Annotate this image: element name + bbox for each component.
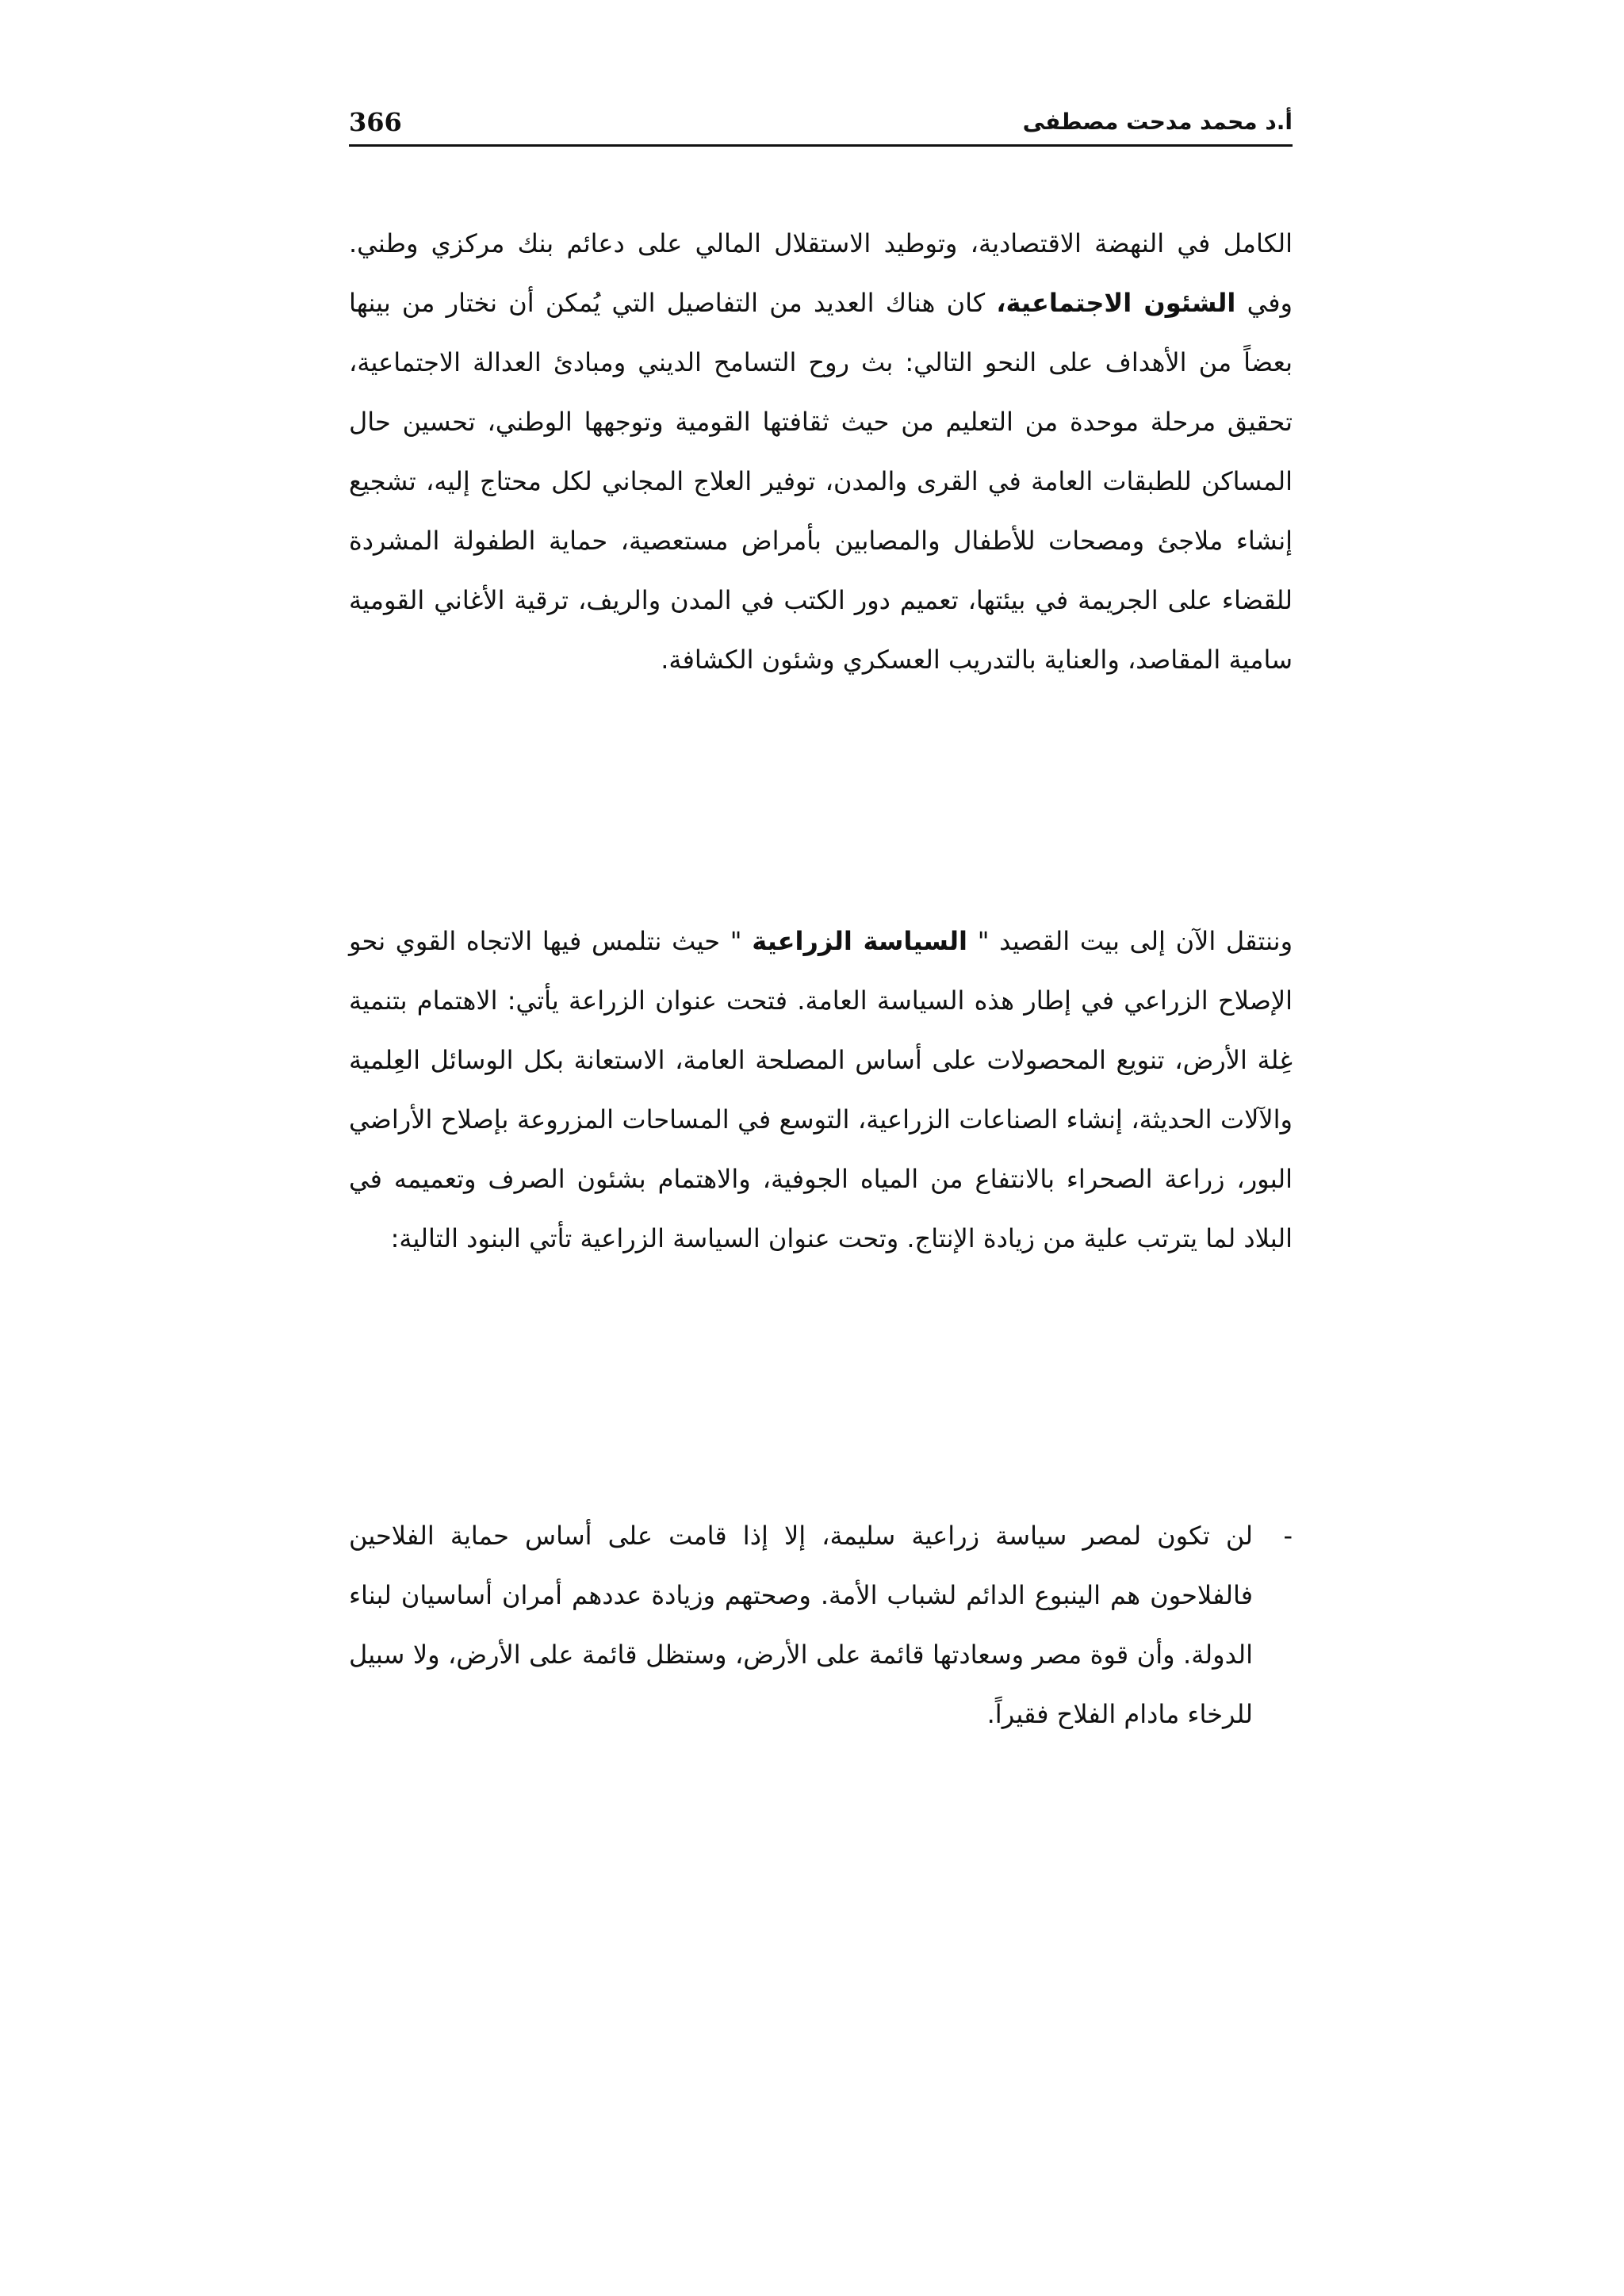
paragraph1-text-start: الكامل في النهضة الاقتصادية، وتوطيد الاستقلال المالي على دعائم بنك مركزي وطني. وفي [349, 228, 1293, 318]
running-head-author: أ.د محمد مدحت مصطفى [1022, 109, 1293, 135]
paragraph2-text-end: " حيث نتلمس فيها الاتجاه القوي نحو الإصلاح الزراعي في إطار هذه السياسة العامة. فتحت عنوان الزراعة يأتي: الاهتمام بتنمية غِلة الأرض، تنويع المحصولات على أساس المصلحة العامة، الاستعانة بكل الوسائل العِلمية والآلات الحديثة، إنشاء الصناعات الزراعية، التوسع في المساحات المزروعة بإصلاح الأراضي البور، زراعة الصحراء بالانتفاع من المياه الجوفية، والاهتمام بشئون الصرف وتعميمه في البلاد لما يترتب علية من زيادة الإنتاج. وتحت عنوان السياسة الزراعية تأتي البنود التالية: [349, 926, 1293, 1253]
bullet-item [349, 1506, 1293, 1744]
paragraph2-text-start: وننتقل الآن إلى بيت القصيد " [967, 926, 1293, 956]
page-number: 366 [349, 107, 402, 137]
bullet-text: لن تكون لمصر سياسة زراعية سليمة، إلا إذا قامت على أساس حماية الفلاحين فالفلاحون هم الينبوع الدائم لشباب الأمة. وصحتهم وزيادة عددهم أمران أساسيان لبناء الدولة. وأن قوة مصر وسعادتها قائمة على الأرض، وستظل قائمة على الأرض، ولا سبيل للرخاء مادام الفلاح فقيراً. [349, 1521, 1253, 1729]
paragraph1-text-end: كان هناك العديد من التفاصيل التي يُمكن أن نختار من بينها بعضاً من الأهداف على النحو التالي: بث روح التسامح الديني ومبادئ العدالة الاجتماعية، تحقيق مرحلة موحدة من التعليم من حيث ثقافتها القومية وتوجهها الوطني، تحسين حال المساكن للطبقات العامة في القرى والمدن، توفير العلاج المجاني لكل محتاج إليه، تشجيع إنشاء ملاجئ ومصحات للأطفال والمصابين بأمراض مستعصية، حماية الطفولة المشردة للقضاء على الجريمة في بيئتها، تعميم دور الكتب في المدن والريف، ترقية الأغاني القومية سامية المقاصد، والعناية بالتدريب العسكري وشئون الكشافة. [349, 288, 1293, 675]
page-header [349, 105, 1293, 140]
paragraph-agricultural-policy [349, 912, 1293, 1269]
bullet-marker: - [1283, 1521, 1293, 1551]
paragraph2-bold-term: السياسة الزراعية [752, 926, 967, 956]
header-rule [349, 144, 1293, 147]
paragraph1-bold-term: الشئون الاجتماعية، [996, 288, 1236, 318]
paragraph-social-affairs [349, 214, 1293, 690]
